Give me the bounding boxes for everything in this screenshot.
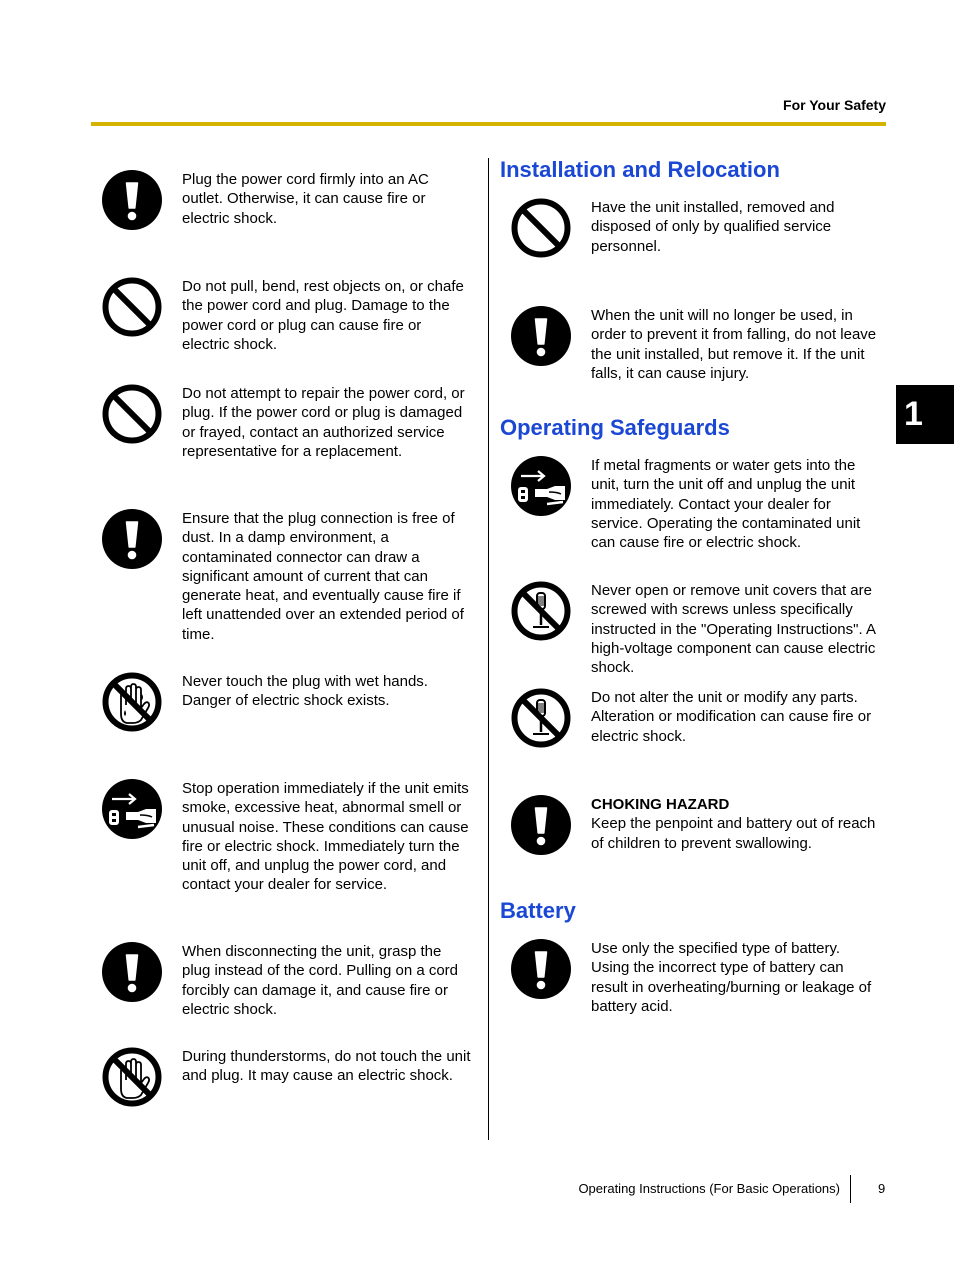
section-heading-operating: Operating Safeguards (500, 415, 730, 440)
section-heading-battery: Battery (500, 898, 576, 923)
footer-doc-title: Operating Instructions (For Basic Operations) (578, 1181, 840, 1196)
prohibited-icon (511, 198, 571, 258)
page-number: 9 (878, 1181, 886, 1196)
mandatory-icon (102, 509, 162, 569)
column-divider (488, 158, 489, 1140)
safety-text: Stop operation immediately if the unit emits smoke, excessive heat, abnormal smell or unusual noise. These conditions can cause fire or electric shock. Immediately turn the unit off, and unplug the power cord, and contact your dealer for service. (182, 780, 469, 894)
no-wet-hands-icon (102, 672, 162, 732)
safety-text: Do not pull, bend, rest objects on, or chafe the power cord and plug. Damage to the power cord or plug can cause fire or electric shock. (182, 278, 464, 353)
no-disassembly-icon (511, 581, 571, 641)
chapter-tab: 1 (896, 385, 954, 444)
safety-text: Do not alter the unit or modify any parts. Alteration or modification can cause fire or electric shock. (591, 689, 872, 745)
safety-text: When the unit will no longer be used, in order to prevent it from falling, do not leave the unit installed, but remove it. If the unit falls, it can cause injury. (591, 307, 877, 382)
mandatory-icon (511, 795, 571, 855)
safety-text: Have the unit installed, removed and disposed of only by qualified service personnel. (591, 199, 835, 255)
prohibited-icon (102, 277, 162, 337)
safety-text: Never open or remove unit covers that are screwed with screws unless specifically instructed in the "Operating Instructions". A high-voltage component can cause electric shock. (591, 582, 876, 677)
safety-text: Do not attempt to repair the power cord, or plug. If the power cord or plug is damaged or frayed, contact an authorized service representative for a replacement. (182, 385, 465, 460)
choking-hazard-title: CHOKING HAZARD (591, 796, 730, 813)
mandatory-icon (102, 170, 162, 230)
header-title: For Your Safety (783, 97, 886, 113)
safety-text: During thunderstorms, do not touch the unit and plug. It may cause an electric shock. (182, 1048, 471, 1085)
unplug-icon (511, 456, 571, 516)
safety-text-block (591, 795, 881, 853)
no-disassembly-icon (511, 688, 571, 748)
mandatory-icon (102, 942, 162, 1002)
section-heading-installation: Installation and Relocation (500, 157, 780, 182)
safety-text: Ensure that the plug connection is free of dust. In a damp environment, a contaminated connector can draw a significant amount of current that can generate heat, and eventually cause fire if left unattended over an extended period of time. (182, 510, 464, 643)
unplug-icon (102, 779, 162, 839)
safety-text: If metal fragments or water gets into the unit, turn the unit off and unplug the unit immediately. Contact your dealer for service. Operating the contaminated unit can cause fire or electric shock. (591, 457, 861, 552)
safety-text: Plug the power cord firmly into an AC outlet. Otherwise, it can cause fire or electric shock. (182, 171, 429, 227)
safety-text: When disconnecting the unit, grasp the plug instead of the cord. Pulling on a cord forcibly can damage it, and cause fire or electric shock. (182, 943, 459, 1018)
no-touch-icon (102, 1047, 162, 1107)
header-rule (91, 122, 886, 126)
safety-text: Keep the penpoint and battery out of reach of children to prevent swallowing. (591, 815, 876, 852)
safety-text: Never touch the plug with wet hands. Danger of electric shock exists. (182, 673, 428, 710)
footer-divider (850, 1175, 851, 1203)
mandatory-icon (511, 939, 571, 999)
safety-text: Use only the specified type of battery. Using the incorrect type of battery can result in overheating/burning or leakage of battery acid. (591, 940, 872, 1015)
mandatory-icon (511, 306, 571, 366)
prohibited-icon (102, 384, 162, 444)
